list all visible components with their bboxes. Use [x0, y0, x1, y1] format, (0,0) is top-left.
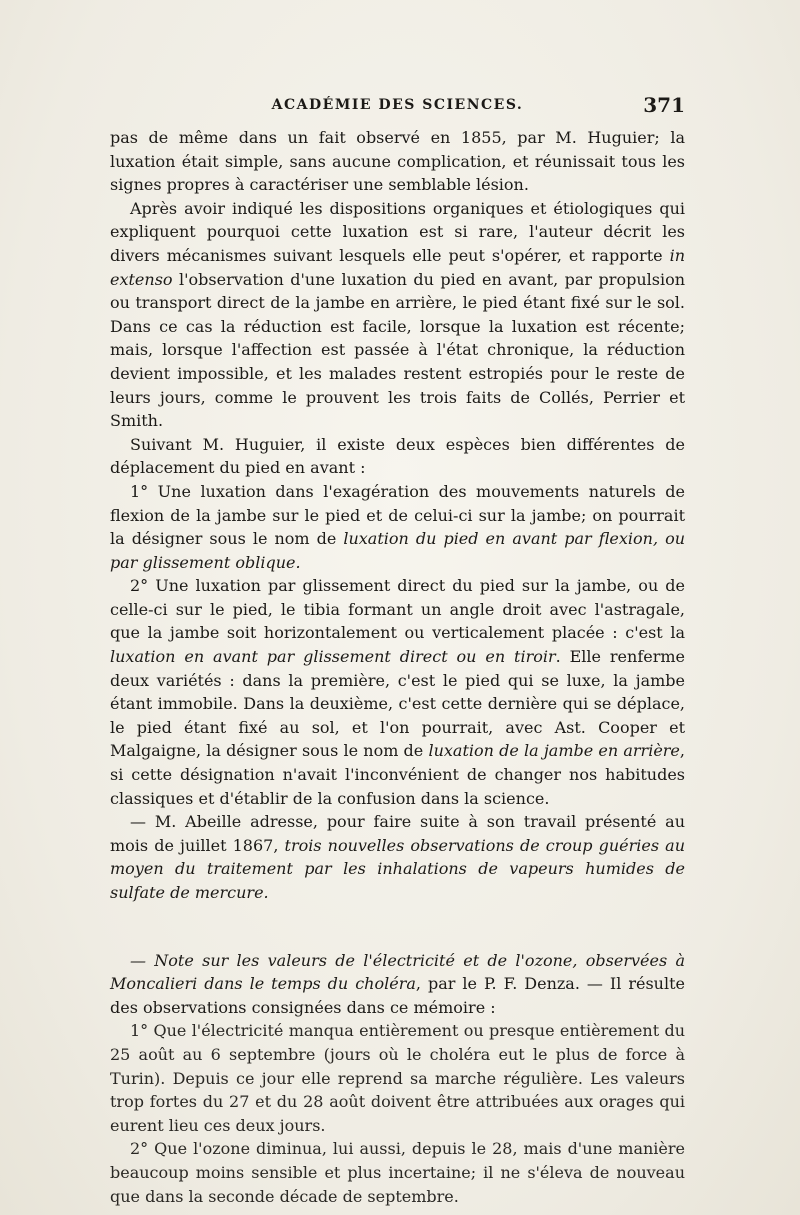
- paragraph-4: [110, 480, 685, 574]
- paragraph-5-text-c: , si cette désignation n'avait l'inconvénient de changer nos habitudes classiques et d'établir de la confusion dans la science.: [110, 741, 685, 808]
- paragraph-6-text-a: — M. Abeille adresse, pour faire suite à son travail présenté au mois de juillet 1867,: [110, 812, 685, 855]
- paragraph-2: [110, 197, 685, 433]
- page-header: [110, 93, 685, 127]
- paragraph-3-text: Suivant M. Huguier, il existe deux espèces bien différentes de déplacement du pied en avant :: [110, 434, 685, 478]
- paragraph-9: [110, 1137, 685, 1208]
- body-text: [110, 126, 685, 1208]
- paragraph-5-italic-2: luxation de la jambe en arrière: [428, 741, 680, 761]
- paragraph-9-text: 2° Que l'ozone diminua, lui aussi, depuis le 28, mais d'une manière beaucoup moins sensible et plus incertaine; il ne s'éleva de nouveau que dans la seconde décade de septembre.: [110, 1139, 685, 1206]
- paragraph-8-text: 1° Que l'électricité manqua entièrement ou presque entièrement du 25 août au 6 septembre (jours où le choléra eut le plus de force à Turin). Depuis ce jour elle reprend sa marche régulière. Les valeurs trop fortes du 27 et du 28 août doivent être attribuées aux orages qui eurent lieu ces deux jours.: [110, 1021, 685, 1135]
- paragraph-4-italic: luxation du pied en avant par flexion, ou par glissement oblique.: [110, 529, 686, 572]
- section-gap: [110, 905, 685, 949]
- paragraph-7: [110, 949, 685, 1020]
- page-number: 371: [643, 93, 685, 117]
- paragraph-2-text-b: l'observation d'une luxation du pied en avant, par propulsion ou transport direct de la jambe en arrière, le pied étant fixé sur le sol. Dans ce cas la réduction est facile, lorsque la luxation est récente; mais, lorsque l'affection est passée à l'état chronique, la réduction devient impossible, et les malades restent estropiés pour le reste de leurs jours, comme le prouvent les trois faits de Collés, Perrier et Smith.: [110, 269, 685, 431]
- paragraph-5-text-b: . Elle renferme deux variétés : dans la première, c'est le pied qui se luxe, la jambe étant immobile. Dans la deuxième, c'est cette dernière qui se déplace, le pied étant fixé au sol, et l'on pourrait, avec Ast. Cooper et Malgaigne, la désigner sous le nom de: [110, 647, 685, 761]
- paragraph-5-text-a: 2° Une luxation par glissement direct du pied sur la jambe, ou de celle-ci sur le pied, le tibia formant un angle droit avec l'astragale, que la jambe soit horizontalement ou verticalement placée : c'est la: [110, 576, 685, 643]
- paragraph-2-italic: in extenso: [110, 245, 685, 289]
- paragraph-3: [110, 433, 685, 480]
- paragraph-5: [110, 574, 685, 810]
- paragraph-1-text: pas de même dans un fait observé en 1855, par M. Huguier; la luxation était simple, sans aucune complication, et réunissait tous les signes propres à caractériser une semblable lésion.: [110, 128, 685, 195]
- paragraph-8: [110, 1019, 685, 1137]
- paragraph-5-italic-1: luxation en avant par glissement direct ou en tiroir: [110, 647, 556, 667]
- paragraph-2-text-a: Après avoir indiqué les dispositions organiques et étiologiques qui expliquent pourquoi cette luxation est si rare, l'auteur décrit les divers mécanismes suivant lesquels elle peut s'opérer, et rapporte: [110, 198, 685, 265]
- running-head: ACADÉMIE DES SCIENCES.: [271, 97, 524, 113]
- paragraph-1: [110, 126, 685, 197]
- paragraph-7-italic: — Note sur les valeurs de l'électricité et de l'ozone, observées à Moncalieri dans le temps du choléra: [110, 950, 685, 994]
- paragraph-7-text-b: , par le P. F. Denza. — Il résulte des observations consignées dans ce mémoire :: [110, 974, 685, 1017]
- paragraph-6-italic: trois nouvelles observations de croup guéries au moyen du traitement par les inhalations de vapeurs humides de sulfate de mercure.: [110, 835, 686, 902]
- paragraph-6: [110, 810, 685, 904]
- paragraph-4-text-a: 1° Une luxation dans l'exagération des mouvements naturels de flexion de la jambe sur le pied et de celui-ci sur la jambe; on pourrait la désigner sous le nom de: [110, 481, 685, 549]
